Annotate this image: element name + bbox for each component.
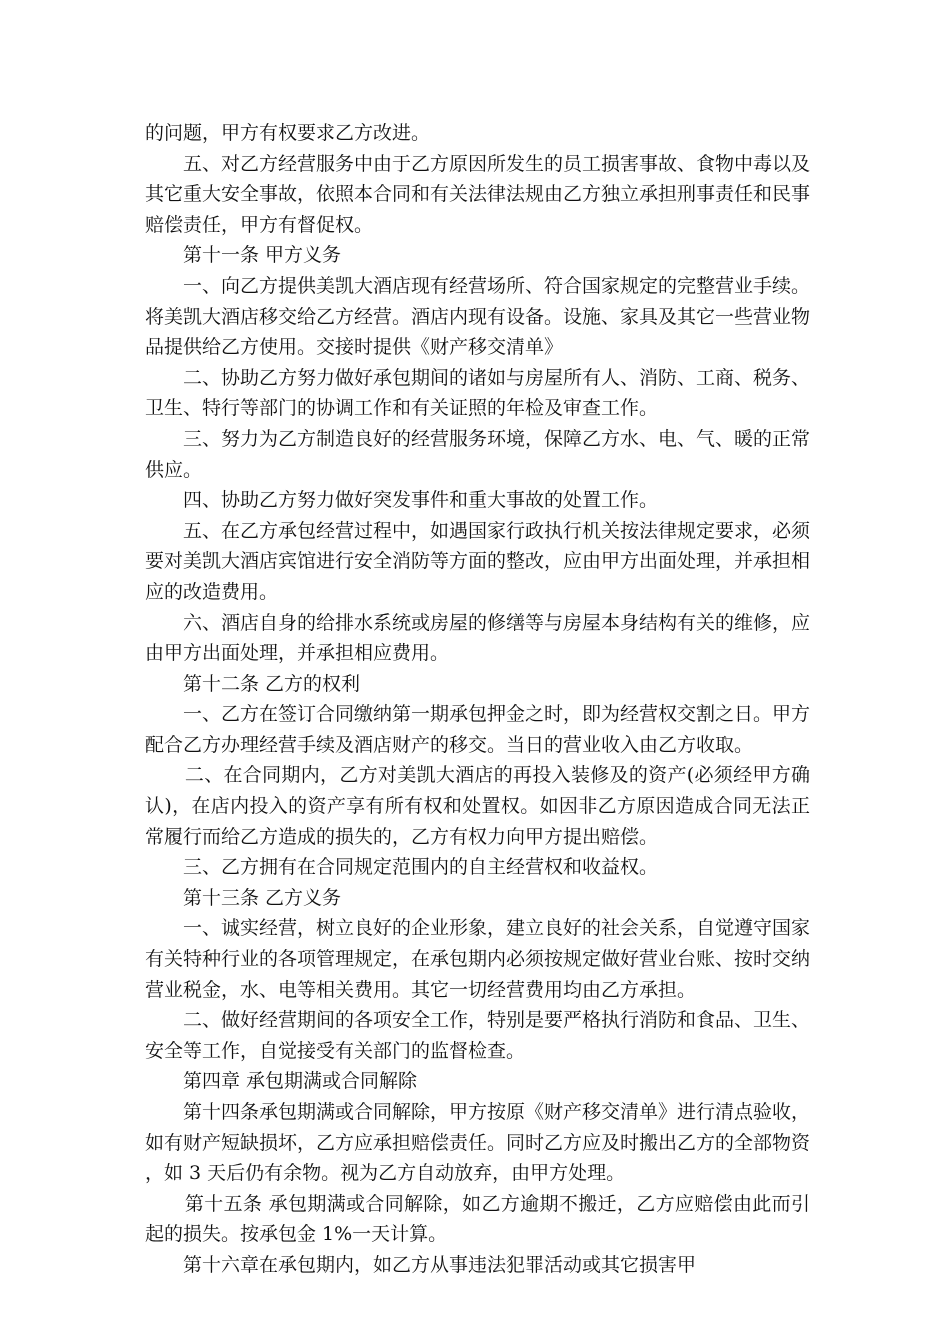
heading-article-11: 第十一条 甲方义务 xyxy=(183,244,342,267)
paragraph-12: 二、在合同期内，乙方对美凯大酒店的再投入装修及的资产(必须经甲方确认)，在店内投入的资产享有所有权和处置权。如因非乙方原因造成合同无法正常履行而给乙方造成的损失的，乙方有权力向甲方提出赔偿。 xyxy=(145,764,810,848)
heading-article-13: 第十三条 乙方义务 xyxy=(183,886,342,909)
paragraph-20: 第十六章在承包期内，如乙方从事违法犯罪活动或其它损害甲 xyxy=(183,1253,697,1276)
paragraph-2: 五、对乙方经营服务中由于乙方原因所发生的员工损害事故、食物中毒以及其它重大安全事故，依照本合同和有关法律法规由乙方独立承担刑事责任和民事赔偿责任，甲方有督促权。 xyxy=(145,152,811,236)
paragraph-18: 第十四条承包期满或合同解除，甲方按原《财产移交清单》进行清点验收，如有财产短缺损坏，乙方应承担赔偿责任。同时乙方应及时搬出乙方的全部物资，如 3 天后仍有余物。视为乙方自动放弃，由甲方处理。 xyxy=(145,1101,811,1185)
paragraph-9: 六、酒店自身的给排水系统或房屋的修缮等与房屋本身结构有关的维修，应由甲方出面处理，并承担相应费用。 xyxy=(145,611,811,665)
paragraph-13: 三、乙方拥有在合同规定范围内的自主经营权和收益权。 xyxy=(183,856,659,879)
paragraph-4: 一、向乙方提供美凯大酒店现有经营场所、符合国家规定的完整营业手续。将美凯大酒店移交给乙方经营。酒店内现有设备。设施、家具及其它一些营业物品提供给乙方使用。交接时提供《财产移交清单》 xyxy=(145,274,811,359)
paragraph-8: 五、在乙方承包经营过程中，如遇国家行政执行机关按法律规定要求，必须要对美凯大酒店宾馆进行安全消防等方面的整改，应由甲方出面处理，并承担相应的改造费用。 xyxy=(145,519,811,603)
paragraph-15: 一、诚实经营，树立良好的企业形象，建立良好的社会关系，自觉遵守国家有关特种行业的各项管理规定，在承包期内必须按规定做好营业台账、按时交纳营业税金，水、电等相关费用。其它一切经营费用均由乙方承担。 xyxy=(145,917,811,1001)
paragraph-1: 的问题，甲方有权要求乙方改进。 xyxy=(145,122,431,144)
heading-article-12: 第十二条 乙方的权利 xyxy=(183,672,361,695)
paragraph-7: 四、协助乙方努力做好突发事件和重大事故的处置工作。 xyxy=(183,489,659,512)
heading-chapter-4: 第四章 承包期满或合同解除 xyxy=(183,1070,418,1093)
paragraph-5: 二、协助乙方努力做好承包期间的诸如与房屋所有人、消防、工商、税务、卫生、特行等部门的协调工作和有关证照的年检及审查工作。 xyxy=(145,366,811,420)
document-page xyxy=(145,118,810,1281)
paragraph-6: 三、努力为乙方制造良好的经营服务环境，保障乙方水、电、气、暖的正常供应。 xyxy=(145,427,811,481)
paragraph-16: 二、做好经营期间的各项安全工作，特别是要严格执行消防和食品、卫生、安全等工作，自觉接受有关部门的监督检查。 xyxy=(145,1009,811,1062)
paragraph-19: 第十五条 承包期满或合同解除，如乙方逾期不搬迁，乙方应赔偿由此而引起的损失。按承包金 1%一天计算。 xyxy=(145,1192,810,1246)
paragraph-11: 一、乙方在签订合同缴纳第一期承包押金之时，即为经营权交割之日。甲方配合乙方办理经营手续及酒店财产的移交。当日的营业收入由乙方收取。 xyxy=(145,703,811,756)
